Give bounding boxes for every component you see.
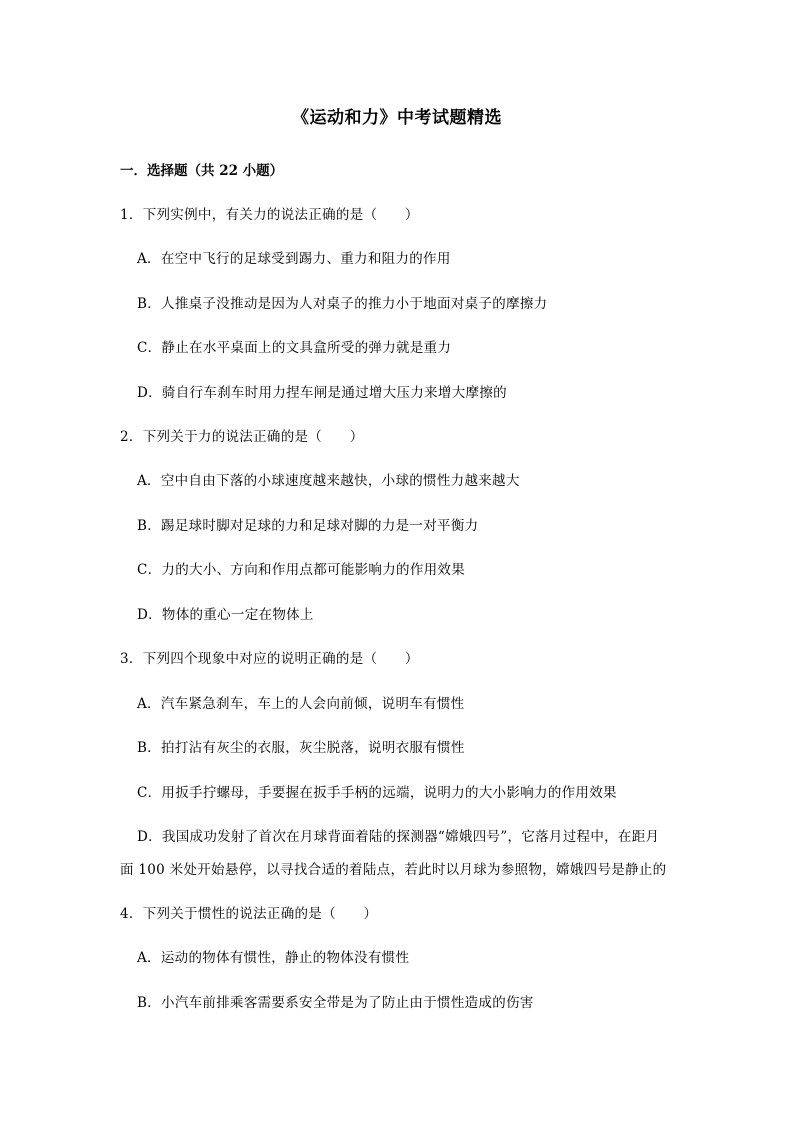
question-1-stem: 1．下列实例中，有关力的说法正确的是（ ）: [120, 207, 419, 223]
question-3-option-a: A．汽车紧急刹车，车上的人会向前倾，说明车有惯性: [137, 696, 465, 712]
question-2-option-d: D．物体的重心一定在物体上: [137, 607, 314, 623]
question-4-stem: 4．下列关于惯性的说法正确的是（ ）: [120, 906, 378, 922]
question-4-option-b: B．小汽车前排乘客需要系安全带是为了防止由于惯性造成的伤害: [137, 995, 534, 1011]
question-3-option-d-line2: 面 100 米处开始悬停，以寻找合适的着陆点，若此时以月球为参照物，嫦娥四号是静止的: [120, 862, 667, 878]
question-4-option-a: A．运动的物体有惯性，静止的物体没有惯性: [137, 950, 410, 966]
question-2-option-a: A．空中自由下落的小球速度越来越快，小球的惯性力越来越大: [137, 473, 520, 489]
question-1-option-b: B．人推桌子没推动是因为人对桌子的推力小于地面对桌子的摩擦力: [137, 296, 548, 312]
question-3-option-c: C．用扳手拧螺母，手要握在扳手手柄的远端，说明力的大小影响力的作用效果: [137, 785, 617, 801]
question-2-stem: 2．下列关于力的说法正确的是（ ）: [120, 429, 364, 445]
question-3-stem: 3．下列四个现象中对应的说明正确的是（ ）: [120, 651, 419, 667]
question-3-option-d-line1: D．我国成功发射了首次在月球背面着陆的探测器“嫦娥四号”，它落月过程中，在距月: [137, 829, 660, 845]
question-2-option-c: C．力的大小、方向和作用点都可能影响力的作用效果: [137, 562, 466, 578]
question-3-option-b: B．拍打沾有灰尘的衣服，灰尘脱落，说明衣服有惯性: [137, 740, 465, 756]
question-1-option-d: D．骑自行车刹车时用力捏车闸是通过增大压力来增大摩擦的: [137, 385, 507, 401]
page-title: 《运动和力》中考试题精选: [292, 108, 502, 128]
question-1-option-a: A．在空中飞行的足球受到踢力、重力和阻力的作用: [137, 251, 451, 267]
section-heading: 一．选择题（共 22 小题）: [120, 163, 284, 179]
question-2-option-b: B．踢足球时脚对足球的力和足球对脚的力是一对平衡力: [137, 518, 479, 534]
question-1-option-c: C．静止在水平桌面上的文具盒所受的弹力就是重力: [137, 340, 452, 356]
